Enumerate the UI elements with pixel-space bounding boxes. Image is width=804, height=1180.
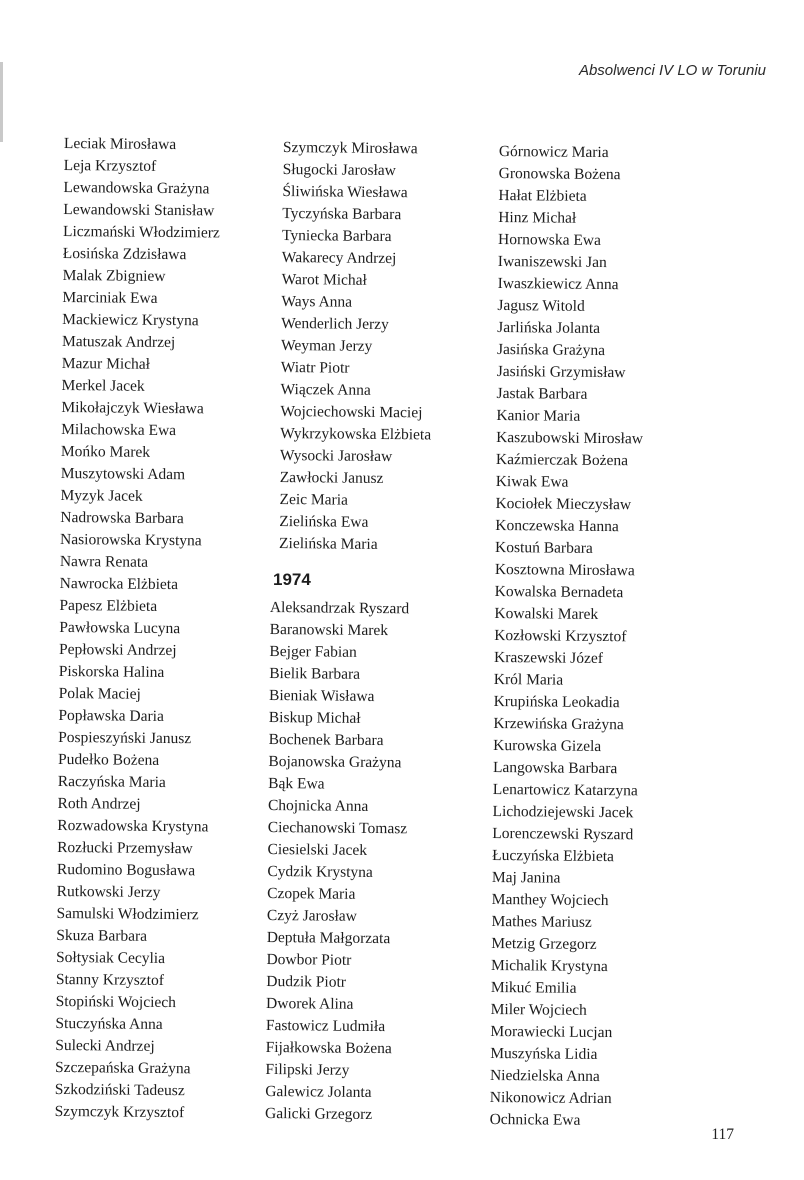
- graduate-name: Czyż Jarosław: [266, 906, 357, 925]
- graduate-name: Malak Zbigniew: [62, 266, 166, 285]
- graduate-name: Pepłowski Andrzej: [58, 640, 177, 660]
- name-list-column-1: [54, 133, 220, 1124]
- graduate-name: Kozłowski Krzysztof: [494, 626, 627, 646]
- graduate-name: Mikuć Emilia: [490, 978, 577, 997]
- graduate-name: Hinz Michał: [498, 208, 577, 227]
- graduate-name: Matuszak Andrzej: [61, 332, 176, 352]
- graduate-name: Szymczyk Krzysztof: [54, 1102, 185, 1122]
- graduate-name: Sulecki Andrzej: [55, 1036, 155, 1055]
- graduate-name: Zielińska Ewa: [279, 512, 369, 531]
- graduate-name: Biskup Michał: [268, 708, 361, 727]
- graduate-name: Krzewińska Grażyna: [493, 714, 624, 734]
- graduate-name: Samulski Włodzimierz: [56, 904, 199, 924]
- graduate-name: Mońko Marek: [60, 442, 151, 461]
- graduate-name: Zielińska Maria: [279, 534, 378, 553]
- year-heading: 1974: [273, 570, 311, 589]
- graduate-name: Fastowicz Ludmiła: [265, 1016, 386, 1036]
- graduate-name: Kociołek Mieczysław: [495, 494, 632, 514]
- graduate-name: Pospieszyński Janusz: [58, 728, 192, 748]
- graduate-name: Bieniak Wisława: [268, 686, 375, 706]
- graduate-name: Tyniecka Barbara: [281, 226, 392, 246]
- graduate-name: Maj Janina: [491, 868, 561, 887]
- graduate-name: Sołtysiak Cecylia: [56, 948, 166, 968]
- graduate-name: Papesz Elżbieta: [59, 596, 158, 615]
- graduate-name: Stanny Krzysztof: [55, 970, 164, 989]
- graduate-name: Jarlińska Jolanta: [497, 318, 601, 337]
- graduate-name: Dudzik Piotr: [266, 972, 347, 991]
- graduate-name: Raczyńska Maria: [57, 772, 166, 792]
- graduate-name: Bielik Barbara: [269, 664, 361, 683]
- graduate-name: Myzyk Jacek: [60, 486, 143, 505]
- graduate-name: Hałat Elżbieta: [498, 186, 587, 205]
- graduate-name: Nikonowicz Adrian: [489, 1088, 612, 1108]
- graduate-name: Ways Anna: [281, 292, 353, 311]
- graduate-name: Stuczyńska Anna: [55, 1014, 163, 1033]
- graduate-name: Jagusz Witold: [497, 296, 585, 315]
- graduate-name: Dowbor Piotr: [266, 950, 352, 969]
- graduate-name: Wysocki Jarosław: [279, 446, 393, 466]
- graduate-name: Gronowska Bożena: [498, 164, 621, 184]
- graduate-name: Galewicz Jolanta: [265, 1082, 372, 1101]
- graduate-name: Lewandowski Stanisław: [63, 200, 215, 220]
- name-list-column-2-year: [265, 597, 409, 1126]
- name-list-column-2: [279, 137, 434, 556]
- graduate-name: Deptuła Małgorzata: [266, 928, 391, 948]
- graduate-name: Rozwadowska Krystyna: [57, 816, 209, 836]
- graduate-name: Nawra Renata: [59, 552, 149, 571]
- graduate-name: Kanior Maria: [496, 406, 581, 425]
- graduate-name: Leciak Mirosława: [63, 134, 177, 154]
- graduate-name: Manthey Wojciech: [491, 890, 609, 910]
- graduate-name: Kaszubowski Mirosław: [496, 428, 644, 448]
- graduate-name: Nadrowska Barbara: [60, 508, 184, 528]
- graduate-name: Warot Michał: [281, 270, 367, 289]
- graduate-name: Pawłowska Lucyna: [59, 618, 181, 638]
- graduate-name: Mackiewicz Krystyna: [62, 310, 199, 330]
- graduate-name: Kraszewski Józef: [493, 648, 604, 668]
- graduate-name: Lorenczewski Ryszard: [492, 824, 634, 844]
- graduate-name: Roth Andrzej: [57, 794, 141, 813]
- graduate-name: Sługocki Jarosław: [282, 160, 396, 180]
- graduate-name: Stopiński Wojciech: [55, 992, 177, 1012]
- graduate-name: Ciesielski Jacek: [267, 840, 368, 859]
- graduate-name: Tyczyńska Barbara: [282, 204, 402, 224]
- graduate-name: Polak Maciej: [58, 684, 141, 703]
- graduate-name: Szkodziński Tadeusz: [54, 1080, 185, 1100]
- graduate-name: Jastak Barbara: [496, 384, 588, 403]
- running-title: Absolwenci IV LO w Toruniu: [578, 62, 766, 79]
- graduate-name: Pudełko Bożena: [57, 750, 160, 769]
- graduate-name: Mikołajczyk Wiesława: [61, 398, 204, 418]
- graduate-name: Hornowska Ewa: [497, 230, 602, 249]
- graduate-name: Muszyńska Lidia: [490, 1044, 598, 1063]
- graduate-name: Kaźmierczak Bożena: [495, 450, 629, 470]
- graduate-name: Rutkowski Jerzy: [56, 882, 161, 901]
- graduate-name: Wiączek Anna: [280, 380, 371, 399]
- name-list-column-3: [489, 141, 645, 1132]
- graduate-name: Lenartowicz Katarzyna: [492, 780, 638, 800]
- graduate-name: Łosińska Zdzisława: [62, 244, 187, 264]
- graduate-name: Mazur Michał: [61, 354, 151, 373]
- graduate-name: Górnowicz Maria: [498, 142, 609, 162]
- graduate-name: Bojanowska Grażyna: [268, 752, 402, 772]
- graduate-name: Łuczyńska Elżbieta: [492, 846, 615, 866]
- graduate-name: Milachowska Ewa: [61, 420, 177, 440]
- graduate-name: Kowalski Marek: [494, 604, 599, 623]
- graduate-name: Wenderlich Jerzy: [281, 314, 389, 334]
- graduate-name: Baranowski Marek: [269, 620, 389, 640]
- graduate-name: Iwaszkiewicz Anna: [497, 274, 619, 294]
- graduate-name: Muszytowski Adam: [60, 464, 186, 484]
- graduate-name: Galicki Grzegorz: [264, 1104, 373, 1124]
- graduate-name: Jasiński Grzymisław: [496, 362, 626, 382]
- graduate-name: Król Maria: [493, 670, 564, 689]
- graduate-name: Bąk Ewa: [268, 774, 325, 793]
- graduate-name: Konczewska Hanna: [495, 516, 619, 536]
- graduate-name: Wakarecy Andrzej: [281, 248, 397, 268]
- graduate-name: Czopek Maria: [267, 884, 356, 903]
- graduate-name: Liczmański Włodzimierz: [62, 222, 220, 242]
- graduate-name: Kiwak Ewa: [495, 472, 569, 491]
- graduate-name: Jasińska Grażyna: [496, 340, 606, 360]
- graduate-name: Miler Wojciech: [490, 1000, 587, 1019]
- graduate-name: Weyman Jerzy: [280, 336, 373, 355]
- graduate-name: Iwaniszewski Jan: [497, 252, 607, 272]
- graduate-name: Ochnicka Ewa: [489, 1110, 581, 1129]
- graduate-name: Dworek Alina: [266, 994, 354, 1013]
- graduate-name: Bejger Fabian: [269, 642, 357, 661]
- graduate-name: Szymczyk Mirosława: [282, 138, 418, 158]
- graduate-name: Zawłocki Janusz: [279, 468, 384, 487]
- graduate-name: Śliwińska Wiesława: [282, 182, 408, 202]
- graduate-name: Niedzielska Anna: [489, 1066, 600, 1086]
- graduate-name: Kurowska Gizela: [493, 736, 602, 756]
- graduate-name: Nawrocka Elżbieta: [59, 574, 179, 594]
- graduate-name: Chojnicka Anna: [267, 796, 369, 815]
- graduate-name: Bochenek Barbara: [268, 730, 384, 750]
- graduate-name: Aleksandrzak Ryszard: [269, 598, 410, 618]
- graduate-name: Marciniak Ewa: [62, 288, 158, 307]
- graduate-name: Merkel Jacek: [61, 376, 145, 395]
- graduate-name: Rozłucki Przemysław: [57, 838, 193, 858]
- graduate-name: Kosztowna Mirosława: [494, 560, 635, 580]
- graduate-name: Zeic Maria: [279, 490, 349, 509]
- graduate-name: Michalik Krystyna: [491, 956, 608, 976]
- graduate-name: Wykrzykowska Elżbieta: [280, 424, 432, 444]
- graduate-name: Ciechanowski Tomasz: [267, 818, 408, 838]
- graduate-name: Langowska Barbara: [492, 758, 618, 778]
- graduate-name: Mathes Mariusz: [491, 912, 592, 931]
- graduate-name: Lewandowska Grażyna: [63, 178, 210, 198]
- graduate-name: Kostuń Barbara: [495, 538, 593, 557]
- graduate-name: Fijałkowska Bożena: [265, 1038, 392, 1058]
- graduate-name: Krupińska Leokadia: [493, 692, 620, 712]
- graduate-name: Wiatr Piotr: [280, 358, 350, 377]
- graduate-name: Rudomino Bogusława: [56, 860, 196, 880]
- graduate-name: Cydzik Krystyna: [267, 862, 373, 881]
- page-edge-mark: [0, 62, 3, 142]
- graduate-name: Lichodziejewski Jacek: [492, 802, 634, 822]
- graduate-name: Piskorska Halina: [58, 662, 165, 681]
- graduate-name: Leja Krzysztof: [63, 156, 157, 175]
- graduate-name: Skuza Barbara: [56, 926, 148, 945]
- graduate-name: Metzig Grzegorz: [491, 934, 597, 953]
- graduate-name: Filipski Jerzy: [265, 1060, 350, 1079]
- graduate-name: Popławska Daria: [58, 706, 164, 725]
- page-number: 117: [711, 1126, 734, 1143]
- graduate-name: Morawiecki Lucjan: [490, 1022, 613, 1042]
- graduate-name: Szczepańska Grażyna: [54, 1058, 191, 1078]
- graduate-name: Nasiorowska Krystyna: [60, 530, 202, 550]
- graduate-name: Kowalska Bernadeta: [494, 582, 624, 602]
- graduate-name: Wojciechowski Maciej: [280, 402, 423, 422]
